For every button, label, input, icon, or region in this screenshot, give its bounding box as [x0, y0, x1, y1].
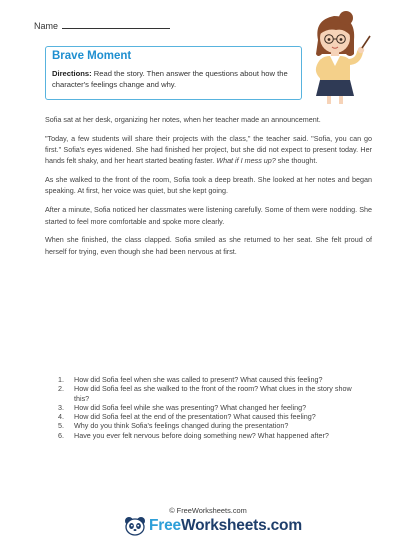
question-text: How did Sofia feel when she was called to present? What caused this feeling?: [74, 375, 323, 384]
question-item: [58, 403, 358, 412]
question-item: [58, 431, 358, 440]
question-item: [58, 421, 358, 430]
question-text: How did Sofia feel at the end of the presentation? What caused this feeling?: [74, 412, 316, 422]
question-number: 5.: [58, 421, 64, 431]
question-number: 1.: [58, 375, 64, 384]
story-paragraph-1: Sofia sat at her desk, organizing her notes, when her teacher made an announcement.: [45, 115, 321, 124]
brand-free: Free: [149, 517, 181, 534]
story-paragraph-2-thought: What if I mess up?: [216, 156, 276, 166]
question-text: Why do you think Sofia's feelings changed during the presentation?: [74, 421, 289, 431]
title-box: [45, 46, 302, 100]
question-item: [58, 375, 358, 384]
story-paragraph-3: As she walked to the front of the room, Sofia took a deep breath. She looked at her notes and began speaking. At first, her voice was quiet, but she kept going.: [45, 175, 372, 196]
story-paragraph-2-part-b: she thought.: [275, 156, 318, 166]
question-number: 6.: [58, 430, 64, 440]
name-label: Name: [34, 21, 59, 31]
story-paragraph-4: After a minute, Sofia noticed her classmates were listening carefully. Some of them were nodding. She started to feel more comfortable and spoke more clearly.: [45, 205, 372, 226]
question-number: 2.: [58, 384, 64, 394]
question-number: 4.: [58, 412, 64, 422]
question-item: [58, 412, 358, 421]
story-paragraph-5: When she finished, the class clapped. Sofia smiled as she returned to her seat. She felt proud of herself for trying, even though she had been nervous at first.: [45, 235, 372, 256]
question-text: How did Sofia feel while she was presenting? What changed her feeling?: [74, 402, 307, 412]
story: [45, 114, 372, 264]
story-paragraph-2-part-a: "Today, a few students will share their projects with the class," the teacher said. "Sofia, you can go first." Sofia's eyes widened. She had finished her project, but she did not expect to present today. Her hands felt shaky, and her heart started beating faster.: [45, 133, 372, 166]
story-paragraph-2: [45, 133, 372, 167]
panda-icon: [124, 516, 146, 536]
directions-text: Read the story. Then answer the questions about how the character's feelings change and why.: [52, 69, 288, 89]
name-row: [34, 20, 170, 31]
question-list: [58, 375, 358, 440]
footer-link[interactable]: © FreeWorksheets.com: [169, 506, 247, 515]
name-line[interactable]: [62, 20, 170, 29]
worksheet-title: Brave Moment: [52, 50, 132, 62]
question-item: [58, 384, 358, 403]
directions-label: Directions:: [52, 69, 92, 78]
directions: [52, 69, 297, 90]
brand-logo[interactable]: [124, 516, 302, 536]
teacher-illustration: [300, 10, 372, 106]
question-text: Have you ever felt nervous before doing something new? What happened after?: [74, 430, 329, 440]
question-number: 3.: [58, 402, 64, 412]
brand-worksheets: Worksheets.com: [180, 517, 302, 534]
question-text: How did Sofia feel as she walked to the front of the room? What clues in the story show this?: [74, 384, 352, 403]
